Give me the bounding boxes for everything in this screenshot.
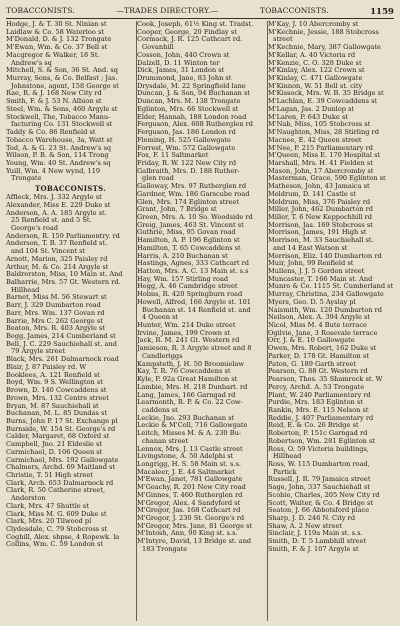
directory-entry: Cormack, J. R. 125 Cathcart rd. xyxy=(137,36,243,44)
entry-continuation: chanan street xyxy=(142,437,189,445)
directory-entry: Robertson, Wm. 281 Eglinton st xyxy=(268,437,376,445)
directory-entry: Cook, Joseph, 61½ King st. Tradst. xyxy=(137,21,254,28)
directory-entry: M'Kinlay, C. 471 Gallowgate xyxy=(268,75,363,83)
directory-entry: Chalmers, Archd. 69 Maitland st xyxy=(6,464,116,472)
directory-entry: Naismith, Wm. 120 Dumbarton rd xyxy=(268,306,382,314)
section-heading: TOBACCONISTS. xyxy=(35,184,106,194)
directory-entry: Barr, Mrs. Wm. 137 Govan rd xyxy=(6,309,105,317)
directory-entry: Burns, John P. 17 St. Exchange pl xyxy=(6,417,118,425)
entry-continuation: 79 Argyle street xyxy=(11,348,66,356)
directory-entry: Barnet, Miss M. 56 Stewart st xyxy=(6,294,107,302)
header-left: TOBACCONISTS. xyxy=(6,6,75,15)
directory-entry: Smith, F. & J. 107 Argyle st xyxy=(268,545,359,553)
page-number: 1159 xyxy=(370,5,394,16)
directory-entry: M'Gregor, Jas. 168 Cathcart rd xyxy=(137,507,241,515)
directory-entry: Balharrie, Mrs. 57 Gt. Western rd. xyxy=(6,279,121,286)
directory-entry: M'Ginnes, T. 460 Rutherglen rd xyxy=(137,491,243,499)
directory-entry: Drysdale, M. 22 Springfield lane xyxy=(137,82,246,90)
directory-entry: Livingstone, A. 50 Adelphi st xyxy=(137,453,234,461)
directory-entry: Morrison, Jas. 169 Stobcross st xyxy=(268,221,373,229)
directory-entry: Galbraith, Mrs. D. 188 Ruther- xyxy=(137,167,240,175)
directory-entry: Learmonth, R. P. & Co. 22 Cow- xyxy=(137,399,243,407)
entry-continuation: 4 Queen st xyxy=(142,314,179,322)
directory-entry: Mason, John, 17 Abercromby st xyxy=(268,167,374,175)
directory-entry: Clark, R. 50 Catherine street, xyxy=(6,487,106,495)
directory-entry: Stockwell, The, Tobacco Manu- xyxy=(6,113,111,121)
directory-entry: Mitchell, S. & Son, 36 St. And. sq xyxy=(6,67,118,75)
column-3 xyxy=(268,21,397,624)
directory-entry: M'Intyre, David, 13 Bridge st. and xyxy=(137,538,252,546)
directory-entry: Seaton, J. 66 Abbotsford place xyxy=(268,507,370,515)
directory-entry: Baldrerston, Miss, 10 Main st. And xyxy=(6,271,123,279)
directory-entry: Plant, W. 240 Parliamentary rd xyxy=(268,391,371,399)
directory-entry: Grant, John, 7 Bridge st xyxy=(137,206,217,214)
directory-entry: Reddie, J. 407 Parliamentary rd xyxy=(268,414,374,422)
directory-entry: M'Lachlan, E. 39 Cowcaddens st xyxy=(268,98,378,106)
directory-entry: Alexander, Miss E. 229 Duke st xyxy=(6,201,111,209)
directory-entry: Marshall, Mrs. H. 41 Fielden st xyxy=(268,159,373,167)
directory-entry: Meldrum, Miss, 376 Paisley rd xyxy=(268,198,371,206)
directory-entry: Meldrum, D. 141 Castle st xyxy=(268,190,356,198)
directory-entry: Guthrie, Miss, 95 Govan road xyxy=(137,229,236,237)
directory-entry: Hegg, A. 46 Cambridge street xyxy=(137,283,238,291)
directory-entry: Galloway, Mrs. 97 Rutherglen rd xyxy=(137,183,247,191)
entry-continuation: Anderston xyxy=(11,495,46,503)
directory-entry: Elder, Hannah, 188 London road xyxy=(137,113,247,121)
directory-entry: M'Gregor, J. 230 St. George's rd xyxy=(137,515,245,522)
header-center: —TRADES DIRECTORY.— xyxy=(116,6,219,15)
directory-entry: Burnside, W. 154 St. George's rd xyxy=(6,425,116,433)
directory-entry: Booklees, A. 121 Renfield st xyxy=(6,371,100,379)
directory-entry: Cooper, George, 20 Findlay st xyxy=(137,28,237,36)
directory-entry: Macgregor & Walker, 18 St. xyxy=(6,51,100,59)
directory-entry: Nicol, Miss M. 4 Bute terrace xyxy=(268,322,367,330)
column-2 xyxy=(137,21,266,624)
directory-entry: Carmichael, Mrs. 192 Gallowgate xyxy=(6,456,119,464)
directory-entry: M'Donald, D. & J. 132 Trongate xyxy=(6,36,112,44)
directory-entry: M'Kechnie, Jessie, 188 Stobcross xyxy=(268,28,379,36)
directory-entry: Murray, Sons, & Co. Belfast ; Jas. xyxy=(6,75,118,83)
directory-entry: Sage, John, 337 Sauchiehall st xyxy=(268,484,370,492)
directory-entry: M'Gregor, Mrs. Jane, 81 George st xyxy=(137,522,253,530)
directory-entry: Kay, T. R. 76 Cowcaddens st xyxy=(137,368,231,376)
running-header xyxy=(6,4,394,19)
directory-entry: Leckie & M'Coll, 716 Gallowgate xyxy=(137,422,248,430)
directory-entry: Rae, R. & J. 168 New City rd xyxy=(6,90,102,98)
directory-entry: Friday, R. W. 122 New City rd xyxy=(137,159,237,167)
directory-entry: Ferguson, Alex. 608 Rutherglen rd xyxy=(137,121,254,129)
directory-entry: Steel, Wm. & Sons, 460 Argyle st xyxy=(6,105,118,113)
directory-entry: Longrigg, H. S. 58 Main st. s.s. xyxy=(137,460,241,468)
directory-entry: Lennox, Mrs. J. 13 Castle street xyxy=(137,445,243,453)
directory-entry: Black, Mrs. 261 Dalmarnock road xyxy=(6,356,119,364)
directory-entry: Bryan, M. 87 Sauchiehall st xyxy=(6,402,99,410)
directory-entry: Cosson, John, 440 Crown st xyxy=(137,51,230,59)
directory-entry: Ferguson, Jas. 186 London rd xyxy=(137,129,236,137)
directory-entry: Yuill, Wm. 4 New wynd, 119 xyxy=(6,167,101,175)
directory-entry: Kampsteth, J. H. 50 Broomielaw xyxy=(137,360,244,368)
directory-entry: Bell, J. C. 229 Sauchiehall st. and xyxy=(6,340,117,348)
directory-entry: M'Queen, Miss E. 170 Hospital st xyxy=(268,152,381,160)
directory-entry: Begg, James, 214 Cumberland st xyxy=(6,333,116,341)
entry-continuation: Buchanan st. 14 Renfield st. and xyxy=(142,306,251,314)
directory-entry: Morrison, Eliz. 140 Dumbarton rd xyxy=(268,252,382,260)
directory-entry: Macaleer, J. E. 44 Saltmarket xyxy=(137,468,235,476)
directory-entry: Campbell, Jno. 21 Eldeslie st xyxy=(6,441,103,449)
directory-entry: Fox, F. 11 Saltmarket xyxy=(137,152,209,160)
directory-entry: Kyle, P. 92a Great Hamilton st xyxy=(137,376,238,384)
entry-continuation: facturing Co. 131 Stockwell st xyxy=(11,121,113,129)
directory-entry: Hatton, Mrs. A. C. 13 Main st. s.s xyxy=(137,268,249,275)
directory-entry: Neilson, Alex. A. 394 Argyle st xyxy=(268,314,371,322)
directory-entry: Rankin, Mrs. E. 115 Nelson st xyxy=(268,406,369,414)
entry-continuation: Trongate xyxy=(11,175,42,183)
directory-entry: Hamilton, T. 65 Cowcaddens st xyxy=(137,244,241,252)
directory-entry: Paton, G. 189 Garth street xyxy=(268,360,357,368)
directory-entry: Young, Wm. 40 St. Andrew's sq xyxy=(6,159,111,167)
directory-entry: Beaton, Mrs. R. 403 Argyle st xyxy=(6,325,106,333)
directory-entry: Tobacco Warehouse, 3a, Watt st xyxy=(6,136,113,144)
entry-continuation: Johnstone, agent, 158 George st xyxy=(11,82,119,90)
directory-entry: Percy, Archd. A. 53 Trongate xyxy=(268,383,365,391)
directory-entry: Greig, James, 463 St. Vincent st xyxy=(137,221,244,229)
directory-entry: Reid, E. & Co. 26 Bridge st xyxy=(268,422,359,430)
directory-entry: Duncan, J. & Son, 94 Buchanan st xyxy=(137,90,251,98)
directory-entry: Smith, F. & J. 53 N. Albion st xyxy=(6,98,102,106)
directory-entry: Brown, D. 140 Cowcaddens st xyxy=(6,387,107,395)
directory-entry: Lambie, Mrs. H. 218 Dunbart. rd xyxy=(137,383,248,391)
directory-entry: Mullens, J. J. 5 Gordon street xyxy=(268,268,365,275)
directory-entry: Coghill, Alex. shpse, 4 Ropewk. la xyxy=(6,533,120,541)
directory-entry: M'Lagan, Jas. 2 Dunlop st xyxy=(268,105,355,113)
directory-entry: M'Kenzie, C. O. 328 Duke st xyxy=(268,59,362,67)
entry-continuation: Partick xyxy=(273,468,297,476)
directory-entry: Purdie, Mrs. 183 Eglinton st xyxy=(268,399,363,407)
directory-entry: Orr, J. & E. 10 Gallowgate xyxy=(268,337,355,345)
directory-entry: Pearson, Thos. 35 Shamrock st. W xyxy=(268,376,383,384)
directory-entry: M'Kinlay, Alex. 122 Crown st xyxy=(268,67,365,75)
directory-entry: Leckie, Jno. 293 Buchanan st xyxy=(137,414,235,422)
directory-columns xyxy=(6,21,396,624)
directory-entry: Miller, John, 462 Dumbarton rd xyxy=(268,206,374,214)
directory-entry: Jack, R. M. 241 Gt. Western rd xyxy=(137,337,240,345)
entry-continuation: caddens st xyxy=(142,406,178,414)
directory-entry: M'Nab, Miss, 105 Stobcross st xyxy=(268,121,371,129)
directory-entry: Barr, J. 329 Dumbarton road xyxy=(6,302,101,310)
directory-entry: Clark, Mrs. 47 Shuttle st xyxy=(6,502,89,510)
directory-entry: Scobie, Charles, 205 New City rd xyxy=(268,491,380,499)
directory-entry: Gardner, Wm. 186 Garscube road xyxy=(137,190,250,198)
directory-entry: Fleming, H. 525 Gallowgate xyxy=(137,136,231,144)
directory-entry: M'Geachy, R. 201 New City road xyxy=(137,484,246,492)
directory-entry: M'Gregor, Alex. 4 Sandyford st xyxy=(137,499,241,507)
directory-entry: Scott, Walter, & Co. 4 Bridge st xyxy=(268,499,374,507)
directory-entry: Barrie, Mrs C. 262 George st xyxy=(6,317,103,325)
directory-entry: Drummond, Jane, 83 John st xyxy=(137,75,232,83)
entry-continuation: glen road xyxy=(142,175,174,183)
directory-entry: Dalzell, D. 11 Winton ter xyxy=(137,59,220,67)
column-1 xyxy=(6,21,135,624)
directory-entry: Murray, Christina, 234 Gallowgate xyxy=(268,291,384,299)
directory-entry: Laidlaw & Co. 58 Waterloo st xyxy=(6,28,104,36)
entry-continuation: Govanhill xyxy=(142,44,174,52)
directory-entry: Brown, Mrs. 132 Centre street xyxy=(6,394,109,402)
directory-entry: M'Ewan, Janet, 781 Gallowgate xyxy=(137,476,243,484)
entry-continuation: street xyxy=(273,36,293,44)
directory-entry: Clark, Arch. 653 Dalmarnock rd xyxy=(6,479,114,487)
directory-entry: Anderson, R. 159 Parliamentry. rd xyxy=(6,232,120,240)
header-right: TOBACCONISTS. xyxy=(259,6,329,15)
directory-entry: Calder, Margaret, 68 Oxford st xyxy=(6,433,110,441)
directory-entry: Affleck, Mrs. J. 332 Argyle st xyxy=(6,194,102,202)
directory-entry: Arnott, Marion, 325 Paisley rd xyxy=(6,255,108,263)
directory-entry: M'Laren, P. 643 Duke st xyxy=(268,113,348,121)
directory-entry: Buchanan, M. L. 85 Dundas st xyxy=(6,410,108,418)
entry-continuation: Hillhead xyxy=(11,286,40,294)
directory-entry: Owen, Mrs. Robert, 162 Duke st xyxy=(268,345,377,353)
directory-entry: M'Intosh, Ann, 90 King st. s.s. xyxy=(137,530,238,538)
directory-entry: Tod, A. & G. 23 St. Andrew's sq xyxy=(6,144,112,152)
directory-entry: Sinclair, J. 119a Main st. s.s. xyxy=(268,530,363,538)
directory-entry: Lang, James, 166 Garngad rd xyxy=(137,391,236,399)
entry-continuation: George's road xyxy=(11,224,58,232)
directory-entry: Ross, W. 115 Dumbarton road, xyxy=(268,460,370,468)
directory-entry: Morrison, M. 33 Sauchiehall st. xyxy=(268,237,374,245)
directory-entry: Muncaster, T. 166 Main st. And xyxy=(268,275,373,283)
directory-entry: Clark, Mrs. 20 Tilwood pl xyxy=(6,518,92,526)
directory-entry: Masterman, Grace, 590 Eglinton st xyxy=(268,175,386,183)
directory-entry: Irvine, James, 199 Crown st xyxy=(137,329,231,337)
directory-entry: Dick, James, 31 London st xyxy=(137,67,225,75)
directory-entry: M'Kissock, Mrs. W. B. 35 Bridge st xyxy=(268,90,384,98)
directory-entry: Clark, Miss M. G. 609 Duke st xyxy=(6,510,107,518)
directory-entry: Hastings, Agnes, 333 Cathcart rd xyxy=(137,260,250,268)
directory-entry: Roberton, P. 151c Garngad rd xyxy=(268,430,368,438)
directory-entry: Ogilvie, Jane, 3 Rosevale terrace xyxy=(268,329,378,337)
directory-entry: Matheson, John, 43 Jamaica st xyxy=(268,183,370,191)
directory-entry: Macnee, E. 42 Queen street xyxy=(268,136,362,144)
directory-entry: Anderson, A. A. 185 Argyle st. xyxy=(6,209,107,217)
directory-entry: Christie, T. 51 High street xyxy=(6,471,93,479)
directory-entry: Glen, Mrs. 174 Eglinton street xyxy=(137,198,239,206)
directory-entry: Muir, John, 99 Renfield st xyxy=(268,260,354,268)
directory-entry: Carmichael, D. 106 Queen st xyxy=(6,448,103,456)
directory-entry: Harris, A. 210 Buchanan st xyxy=(137,252,228,260)
directory-entry: Morrison, James, 191 High st xyxy=(268,229,367,237)
directory-entry: Boyd, Wm. 9 S. Wellington st xyxy=(6,379,103,387)
directory-entry: Miller, T. 6 New Keppochhill rd xyxy=(268,213,372,221)
directory-entry: Myers, Geo. D. 5 Ayslay pl xyxy=(268,298,356,306)
directory-entry: Green, Mrs. A. 10 So. Woodside rd xyxy=(137,213,253,221)
directory-entry: M'Kellar, A. 40 Victoria rd xyxy=(268,51,356,59)
directory-entry: Ross, O. 59 Victoria buildings, xyxy=(268,445,369,453)
directory-entry: Collins, Wm. C. 59 London st xyxy=(6,541,104,549)
directory-entry: Russell, J. R. 79 Jamaica street xyxy=(268,476,371,484)
directory-entry: Forrest, Wm. 572 Gallowgate xyxy=(137,144,236,152)
directory-entry: Duncan, Mrs. M. 138 Trongate xyxy=(137,98,241,106)
directory-entry: Hamilton, A. P. 196 Eglinton st xyxy=(137,237,240,245)
directory-entry: Hodge, J. & T. 30 St. Ninian st xyxy=(6,21,107,28)
directory-entry: Leitch, Misses M. & A. 230 Bu- xyxy=(137,430,242,438)
directory-entry: M'Kechnie, Mary, 387 Gallowgate xyxy=(268,44,381,52)
directory-entry: Pearson, G. 88 Gt. Western rd xyxy=(268,368,368,376)
directory-entry: Shaw, A. 2 New street xyxy=(268,522,343,530)
directory-entry: Howell, Alfred, 166 Argyle st. 101 xyxy=(137,298,251,306)
directory-entry: Eglinton, Mrs. 66 Stockwell st xyxy=(137,105,239,113)
entry-continuation: Hillhead xyxy=(273,453,302,461)
directory-entry: Blair, J. 87 Paisley rd. W xyxy=(6,363,87,371)
entry-continuation: and 104 St. Vincent st xyxy=(11,248,86,256)
directory-entry: M'Nee, P. 215 Parliamentary rd xyxy=(268,144,374,152)
entry-continuation: 25 Renfield st. and 5 St. xyxy=(11,217,92,225)
directory-entry: Munro & Co. 1115 St. Cumberland st xyxy=(268,283,394,291)
directory-entry: Hay, Wm. 157 Stirling road xyxy=(137,275,229,283)
directory-entry: Arthur, M. & Co. 214 Argyle st xyxy=(6,263,109,271)
entry-continuation: Candleriggs xyxy=(142,352,183,360)
directory-entry: M'Ewan, Wm. & Co. 37 Bell st xyxy=(6,44,108,52)
directory-entry: Taddy & Co. 86 Renfield st xyxy=(6,129,96,137)
directory-entry: M'Kay, J. 10 Abercromby st xyxy=(268,21,359,28)
entry-continuation: and 14 East Watson st xyxy=(273,244,348,252)
directory-entry: Hunter, Wm. 214 Duke street xyxy=(137,322,236,330)
directory-entry: Sharp, J. D. 246 N. City rd xyxy=(268,515,356,522)
directory-entry: M'Kinnon, W. 51 Bell st. city xyxy=(268,82,363,90)
directory-entry: Holms, R. 420 Springburn road xyxy=(137,291,243,299)
directory-entry: Wilson, P. B. & Son, 114 Trong xyxy=(6,152,109,160)
directory-entry: M'Naughton, Miss, 28 Stirling rd xyxy=(268,129,379,137)
directory-entry: Jamieson, R. 3 Argyle street and 8 xyxy=(137,345,252,353)
directory-entry: Anderson, T. B. 37 Renfield st. xyxy=(6,240,108,248)
directory-entry: Smith, D. T. 5 Lambhill street xyxy=(268,538,367,546)
entry-continuation: Andrew's sq xyxy=(11,59,52,67)
entry-continuation: 183 Trongate xyxy=(142,545,188,553)
directory-entry: Clydesdale, C. 79 Stobcross st xyxy=(6,526,108,533)
directory-entry: Parker, D. 178 Gt. Hamilton st xyxy=(268,352,369,360)
